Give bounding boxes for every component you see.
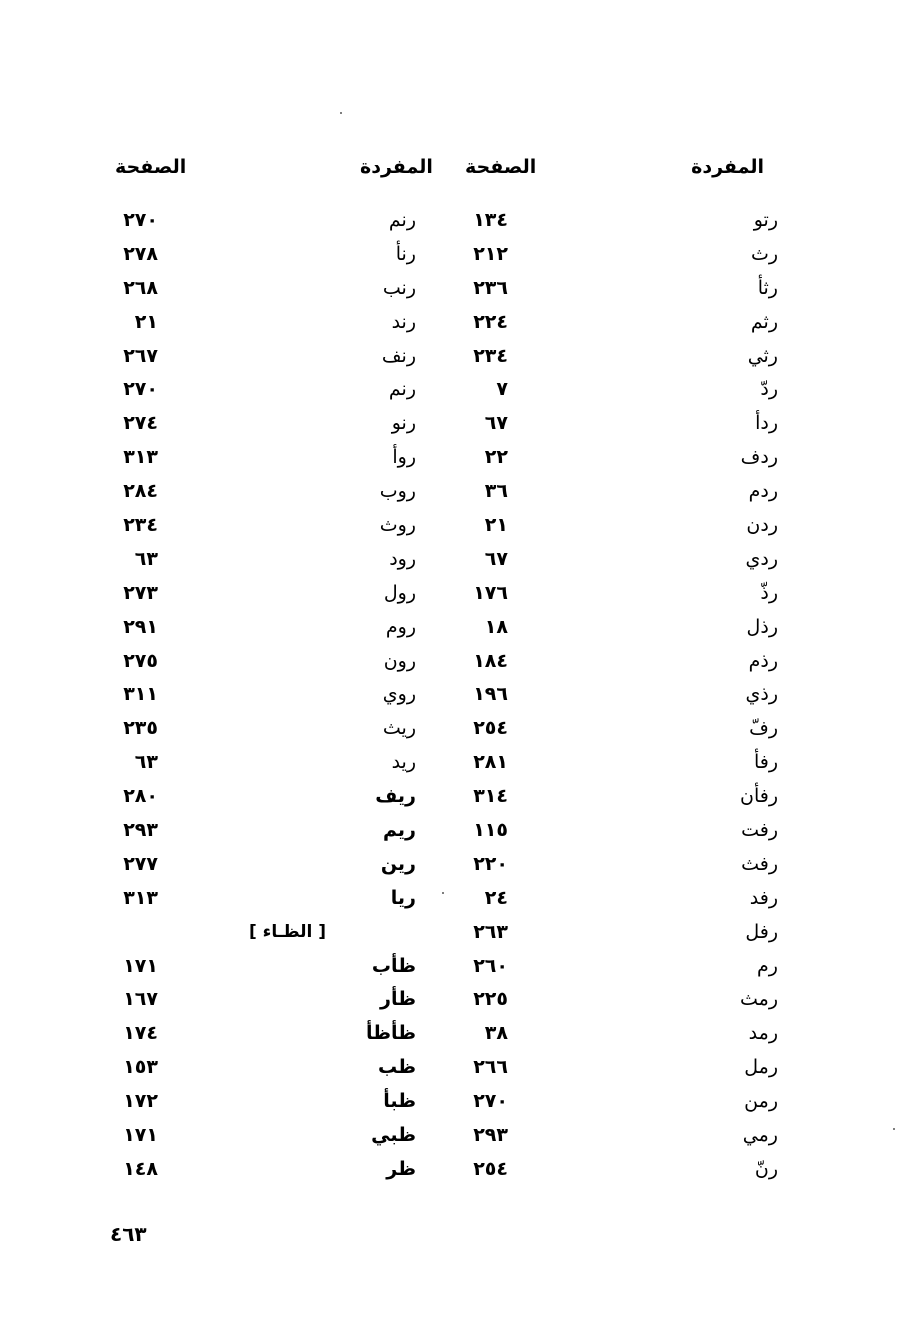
entry-page: ٢٢٤: [473, 310, 508, 333]
table-row: [0, 340, 916, 374]
entry-word: ظب: [377, 1056, 416, 1079]
entry-word: ردف: [740, 446, 778, 469]
entry-page: ١٧١: [123, 1124, 158, 1147]
entry-word: رود: [389, 547, 416, 570]
entry-word: ردي: [745, 547, 778, 570]
entry-page: ٢١٢: [473, 242, 508, 265]
entry-word: رفّ: [749, 717, 778, 740]
entry-word: رثي: [747, 344, 778, 367]
table-row: [0, 712, 916, 746]
entry-page: ٢٦٣: [473, 920, 508, 943]
speck: [893, 1128, 895, 1130]
entry-page: ٢٩٣: [473, 1124, 508, 1147]
entry-word: رمن: [744, 1090, 778, 1113]
entry-page: ٢٨١: [473, 751, 508, 774]
table-row: [0, 916, 916, 950]
index-table: [0, 204, 916, 1187]
entry-word: ردأ: [755, 412, 778, 435]
entry-page: ١٥٣: [123, 1056, 158, 1079]
entry-word: رنم: [388, 209, 416, 231]
entry-word: ريم: [383, 819, 416, 842]
entry-page: ٣١٣: [123, 446, 158, 469]
entry-word: رمث: [739, 988, 778, 1011]
entry-word: رمد: [748, 1022, 778, 1045]
table-row: [0, 407, 916, 441]
header-word-left: المفردة: [360, 156, 433, 178]
entry-word: رتو: [753, 209, 778, 231]
entry-page: ٢٦٨: [123, 276, 158, 299]
entry-page: ٣١٤: [473, 785, 508, 808]
page-number: ٤٦٣: [110, 1222, 147, 1246]
entry-page: ١٨٤: [473, 649, 508, 672]
table-row: [0, 306, 916, 340]
entry-page: ٢٧٣: [123, 581, 158, 604]
entry-word: رول: [383, 581, 416, 604]
table-row: [0, 746, 916, 780]
entry-page: ٣٨: [484, 1022, 508, 1045]
table-row: [0, 814, 916, 848]
entry-word: ظأب: [371, 954, 416, 977]
entry-word: رذّ: [760, 581, 778, 604]
table-row: [0, 543, 916, 577]
entry-page: ٢٨٤: [123, 480, 158, 503]
entry-page: ٢١: [484, 514, 508, 537]
entry-page: ١٧٦: [473, 581, 508, 604]
entry-page: ٢٦٧: [123, 344, 158, 367]
entry-word: رند: [391, 310, 416, 333]
entry-word: رفث: [741, 852, 778, 875]
entry-word: رذم: [748, 649, 778, 672]
entry-page: ١٤٨: [123, 1157, 158, 1180]
speck: [340, 112, 342, 114]
table-row: [0, 1119, 916, 1153]
table-row: [0, 950, 916, 984]
table-row: [0, 373, 916, 407]
entry-word: روأ: [392, 446, 416, 469]
entry-word: رنأ: [395, 242, 416, 265]
entry-page: ٢٥٤: [473, 1157, 508, 1180]
entry-page: ٢٦٠: [473, 954, 508, 977]
entry-page: ١٨: [484, 615, 508, 638]
entry-page: ٢٢٥: [473, 988, 508, 1011]
table-row: [0, 441, 916, 475]
entry-page: ٢٧٤: [123, 412, 158, 435]
entry-word: رثأ: [757, 276, 778, 299]
entry-page: ٢١: [134, 310, 158, 333]
entry-page: ١٧١: [123, 954, 158, 977]
entry-page: ٢٢٠: [473, 852, 508, 875]
entry-word: رفد: [749, 886, 778, 909]
entry-page: ٢٧٧: [123, 852, 158, 875]
entry-page: ٢٨٠: [123, 785, 158, 808]
table-row: [0, 509, 916, 543]
entry-page: ٣١٣: [123, 886, 158, 909]
table-row: [0, 1085, 916, 1119]
table-row: [0, 678, 916, 712]
entry-page: ٢٧٠: [123, 378, 158, 401]
table-row: [0, 577, 916, 611]
header-word-right: المفردة: [691, 156, 764, 178]
table-row: [0, 780, 916, 814]
entry-page: ٦٧: [484, 412, 508, 435]
speck: [442, 892, 444, 894]
entry-word: ظبي: [371, 1124, 416, 1147]
entry-word: ردّ: [760, 378, 778, 401]
entry-page: ١٩٦: [473, 683, 508, 706]
entry-page: ٢٤: [484, 886, 508, 909]
entry-word: ردم: [748, 480, 778, 503]
entry-page: ٦٣: [134, 751, 158, 774]
entry-page: ٣١١: [123, 683, 158, 706]
table-row: [0, 882, 916, 916]
table-row: [0, 1017, 916, 1051]
table-row: [0, 204, 916, 238]
entry-page: ٢٧٠: [123, 209, 158, 231]
entry-page: ١٧٢: [123, 1090, 158, 1113]
section-heading: [ الظـاء ]: [248, 921, 326, 942]
entry-page: ١٧٤: [123, 1022, 158, 1045]
entry-word: رمي: [742, 1124, 778, 1147]
entry-page: ٢٣٥: [123, 717, 158, 740]
entry-page: ٢٥٤: [473, 717, 508, 740]
table-row: [0, 645, 916, 679]
entry-page: ٣٦: [484, 480, 508, 503]
table-row: [0, 272, 916, 306]
entry-word: رفل: [745, 920, 778, 943]
entry-word: ظأظأ: [365, 1022, 416, 1045]
table-row: [0, 611, 916, 645]
entry-page: ٢٩١: [123, 615, 158, 638]
table-row: [0, 1051, 916, 1085]
table-row: [0, 1153, 916, 1187]
entry-word: رثم: [750, 310, 778, 333]
entry-word: رمل: [744, 1056, 778, 1079]
entry-word: رذل: [746, 615, 778, 638]
entry-word: رنّ: [754, 1157, 778, 1180]
entry-word: ريث: [382, 717, 416, 740]
entry-word: رنب: [382, 276, 416, 299]
entry-word: رث: [750, 242, 778, 265]
entry-word: رفأ: [753, 751, 778, 774]
table-row: [0, 848, 916, 882]
entry-page: ٢٣٤: [123, 514, 158, 537]
table-row: [0, 983, 916, 1017]
entry-word: روث: [379, 514, 416, 537]
entry-word: ردن: [746, 514, 778, 537]
entry-word: رنم: [388, 378, 416, 401]
entry-word: ظأر: [380, 988, 416, 1011]
entry-page: ١٦٧: [123, 988, 158, 1011]
entry-word: ريد: [391, 751, 416, 774]
entry-word: رين: [380, 852, 416, 875]
entry-page: ٢٣٤: [473, 344, 508, 367]
entry-word: ريا: [390, 886, 416, 909]
entry-page: ١١٥: [473, 819, 508, 842]
entry-page: ٢٩٣: [123, 819, 158, 842]
entry-word: ظبأ: [383, 1090, 416, 1113]
entry-page: ٢٧٨: [123, 242, 158, 265]
entry-word: رم: [757, 954, 778, 977]
header-page-left: الصفحة: [115, 156, 187, 178]
entry-page: ٢٢: [484, 446, 508, 469]
entry-word: روب: [379, 480, 416, 503]
entry-page: ٢٧٠: [473, 1090, 508, 1113]
entry-page: ٢٦٦: [473, 1056, 508, 1079]
entry-word: روي: [382, 683, 416, 706]
entry-word: رفت: [741, 819, 778, 842]
entry-word: رون: [383, 649, 416, 672]
entry-page: ٦٧: [484, 547, 508, 570]
entry-word: رفأن: [740, 785, 778, 808]
entry-page: ١٣٤: [473, 209, 508, 231]
entry-page: ٧: [496, 378, 508, 401]
table-row: [0, 238, 916, 272]
entry-word: ريف: [375, 785, 416, 808]
entry-word: رنف: [381, 344, 416, 367]
entry-page: ٢٧٥: [123, 649, 158, 672]
entry-word: روم: [385, 615, 416, 638]
entry-word: رذي: [745, 683, 778, 706]
entry-word: ظر: [386, 1157, 416, 1180]
entry-page: ٦٣: [134, 547, 158, 570]
header-page-right: الصفحة: [465, 156, 537, 178]
table-row: [0, 475, 916, 509]
entry-page: ٢٣٦: [473, 276, 508, 299]
entry-word: رنو: [391, 412, 416, 435]
